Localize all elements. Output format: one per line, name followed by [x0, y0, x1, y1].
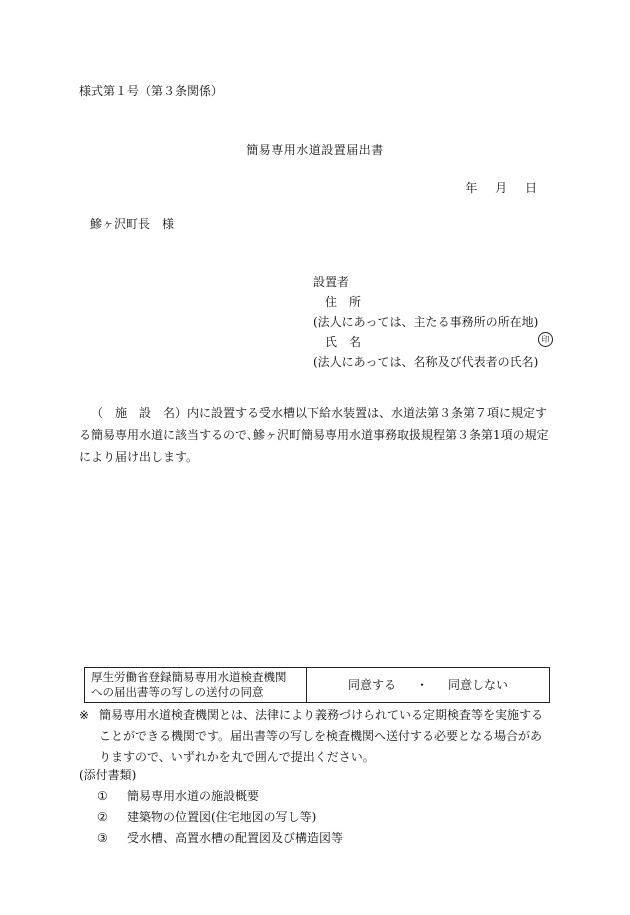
consent-separator: ・: [415, 677, 428, 692]
addressee-name: 鰺ヶ沢町長: [90, 217, 151, 231]
addressee-honorific: 様: [162, 217, 175, 231]
date-line: [451, 180, 537, 197]
name-note: (法人にあっては、名称及び代表者の氏名): [313, 355, 539, 369]
consent-table: [84, 667, 550, 703]
body-text: （ 施 設 名）内に設置する受水槽以下給水装置は、水道法第３条第７項に規定する簡易専用水道に該当するので､鰺ヶ沢町簡易専用水道事務取扱規程第３条第1項の規定により届け出します。: [79, 406, 549, 464]
applicant-label: 設置者: [313, 275, 350, 289]
consent-disagree-option[interactable]: 同意しない: [448, 677, 509, 692]
seal-icon: 印: [538, 332, 553, 347]
date-month: 月: [495, 181, 508, 195]
applicant-block: [313, 272, 550, 372]
attachments: [79, 765, 343, 849]
attachment-number: ③: [97, 831, 108, 845]
attachment-number: ①: [97, 789, 108, 803]
date-year: 年: [465, 181, 478, 195]
note-text: 簡易専用水道検査機関とは、法律により義務づけられている定期検査等を実施することができる機関です。届出書等の写しを検査機関へ送付する必要となる場合がありますので、いずれかを丸で囲んで提出ください。: [99, 708, 544, 764]
name-label: 氏 名: [325, 335, 362, 349]
addressee: [90, 216, 174, 233]
note: [79, 705, 553, 768]
attachment-number: ②: [97, 810, 108, 824]
attachment-text: 受水槽、高置水槽の配置図及び構造図等: [127, 831, 344, 845]
attachment-item: [79, 807, 343, 828]
consent-agree-option[interactable]: 同意する: [347, 677, 396, 692]
attachments-heading: (添付書類): [79, 768, 137, 782]
attachment-item: [79, 828, 343, 849]
address-note: (法人にあっては、主たる事務所の所在地): [313, 315, 539, 329]
address-label: 住 所: [325, 295, 362, 309]
attachment-text: 簡易専用水道の施設概要: [127, 789, 260, 803]
consent-options: [307, 668, 549, 702]
note-mark: ※: [79, 708, 90, 722]
consent-label-line2: への届出書等の写しの送付の同意: [91, 685, 264, 699]
attachment-text: 建築物の位置図(住宅地図の写し等): [127, 810, 317, 824]
document-title: 簡易専用水道設置届出書: [246, 143, 384, 157]
attachment-item: [79, 786, 343, 807]
date-day: 日: [524, 181, 537, 195]
form-number: 様式第１号（第３条関係）: [79, 84, 224, 98]
consent-label: [85, 668, 307, 702]
name-row: [313, 332, 550, 352]
consent-label-line1: 厚生労働省登録簡易専用水道検査機関: [91, 670, 287, 684]
